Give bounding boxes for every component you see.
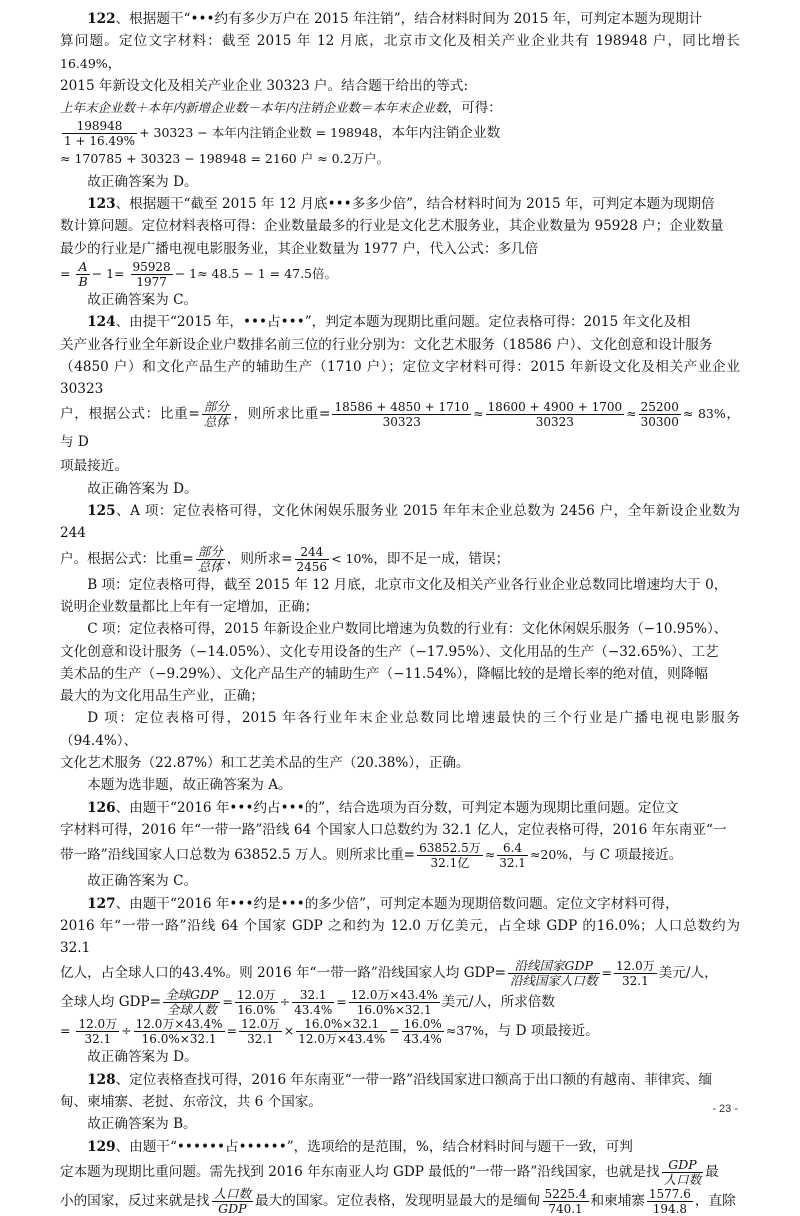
q127-fraction-k3: $\frac{\text{12.0万}}{32.1}$	[241, 1017, 280, 1047]
q128-answer: 故正确答案为 B。	[87, 1116, 197, 1133]
q122-answer: 故正确答案为 D。	[87, 173, 198, 190]
q125-number: 125	[87, 503, 116, 520]
q122-fraction: $\frac{198948}{1 + 16.49\%}$	[64, 119, 136, 149]
q125-line-d1: D 项：定位表格可得，2015 年各行业年末企业总数同比增速最快的三个行业是广播电视电影服务（94.4%）、	[60, 710, 740, 749]
q126-answer: 故正确答案为 C。	[87, 873, 198, 890]
q123-line-2: 数计算问题。定位材料表格可得：企业数量最多的行业是文化艺术服务业，其企业数量为 95928 户；企业数量	[60, 218, 724, 235]
q127-fraction-k1: $\frac{\text{12.0万}}{32.1}$	[78, 1017, 118, 1047]
q127-fraction-k4: $\frac{16.0\%\times 32.1}{\text{12.0万×43.4\%}}$	[298, 1017, 386, 1047]
q123-number: 123	[87, 196, 116, 213]
q125-line-a2: 户。根据公式：比重= $\frac{\text{部分}}{\text{总体}}$ ，则所求= $\frac{244}{2456}$ < 10%，即不足一成，错误；	[60, 543, 510, 574]
q124-line-2: 关产业各行业全年新设企业户数排名前三位的行业分别为：文化艺术服务（18586 户）、文化创意和设计服务	[60, 336, 713, 353]
q127-answer: 故正确答案为 D。	[87, 1049, 198, 1066]
q127-number: 127	[87, 895, 116, 912]
q124-fraction-3: $\frac{25200}{30300}$	[640, 400, 679, 430]
q122-line-1: 122、根据题干“•••约有多少万户在 2015 年注销”，结合材料时间为 2015 年，可判定本题为现期计	[87, 11, 703, 27]
q123-answer: 故正确答案为 C。	[87, 291, 198, 308]
q127-line-3: 亿人，占全球人口的43.4%。则 2016 年“一带一路”沿线国家人均 GDP= $\frac{\text{沿线国家GDP}}{\text{沿线国家人口数}}$ = $\frac{\text{12.0万}}{32.1}$ 美元/人，	[60, 958, 718, 989]
q124-line-1: 124、由提干“2015 年，•••占•••”，判定本题为现期比重问题。定位表格可得：2015 年文化及相	[87, 314, 691, 331]
q125-line-a1: 125、A 项：定位表格可得，文化休闲娱乐服务业 2015 年年末企业总数为 2456 户，全年新设企业数为 244	[60, 503, 740, 542]
q125-line-c4: 最大的为文化用品生产业，正确；	[60, 688, 264, 705]
q125-line-c3: 美术品的生产（−9.29%）、文化产品生产的辅助生产（−11.54%），降幅比较的是增长率的绝对值，则降幅	[60, 665, 708, 682]
q129-fraction-m3: $\frac{5225.4}{740.1}$	[544, 1186, 587, 1216]
q124-line-5: 项最接近。	[60, 458, 128, 475]
q122-formula-2: ≈ 170785 + 30323 − 198948 = 2160 户 ≈ 0.2万户。	[60, 151, 389, 167]
q125-line-c1: C 项：定位表格可得，2015 年新设企业户数同比增速为负数的行业有：文化休闲娱乐服务（−10.95%）、	[87, 621, 728, 638]
q127-fraction-k2: $\frac{\text{12.0万×43.4\%}}{16.0\%\times 32.1}$	[135, 1017, 223, 1047]
q129-line-3: 小的国家，反过来就是找 $\frac{\text{人口数}}{\text{GDP}}$ 最大的国家。定位表格，发现明显最大的是缅甸 $\frac{5225.4}{740.1}$ 和柬埔寨 $\frac{1577.6}{194.8}$ ，直除	[60, 1185, 736, 1216]
q125-line-b2: 说明企业数量都比上年有一定增加，正确；	[60, 598, 319, 615]
q127-fraction-h4: $\frac{\text{12.0万×43.4\%}}{16.0\%\times 32.1}$	[350, 988, 438, 1018]
q125-part-whole: $\frac{\text{部分}}{\text{总体}}$	[197, 543, 223, 574]
q125-line-c2: 文化创意和设计服务（−14.05%）、文化专用设备的生产（−17.95%）、文化用品的生产（−32.65%）、工艺	[60, 643, 719, 660]
q126-fraction-2: $\frac{6.4}{32.1}$	[499, 841, 526, 871]
q127-fraction-g1: $\frac{\text{沿线国家GDP}}{\text{沿线国家人口数}}$	[510, 958, 598, 989]
q127-line-1: 127、由题干“2016 年•••约是•••的多少倍”，可判定本题为现期倍数问题。定位文字材料可得，	[87, 895, 679, 912]
q123-fraction-ab: $\frac{A}{B}$	[78, 258, 88, 289]
q127-line-5: = $\frac{\text{12.0万}}{32.1}$ ÷ $\frac{\text{12.0万×43.4\%}}{16.0\%\times 32.1}$ = $\frac{\text{12.0万}}{32.1}$ × $\frac{16.0\%\times 32.1}{\text{12.0万×43.4\%}}$ = $\frac{16.0\%}{43.4\%}$ ≈37%，与 D 项最接近。	[60, 1017, 599, 1047]
document-page	[60, 8, 740, 1216]
q129-line-2: 定本题为现期比重问题。需先找到 2016 年东南亚人均 GDP 最低的“一带一路”沿线国家，也就是找 $\frac{\text{GDP}}{\text{人口数}}$ 最	[60, 1156, 719, 1187]
q129-fraction-m2: $\frac{\text{人口数}}{\text{GDP}}$	[213, 1185, 252, 1216]
q123-line-3: 最少的行业是广播电视电影服务业，其企业数量为 1977 户，代入公式：多几倍	[60, 240, 539, 257]
q123-fraction: $\frac{95928}{1977}$	[132, 259, 171, 289]
q125-line-d2: 文化艺术服务（22.87%）和工艺美术品的生产（20.38%），正确。	[60, 755, 470, 772]
q127-fraction-h2: $\frac{\text{12.0万}}{16.0\%}$	[236, 988, 276, 1018]
q129-fraction-m1: $\frac{\text{GDP}}{\text{人口数}}$	[663, 1156, 702, 1187]
q127-fraction-h1: $\frac{\text{全球GDP}}{\text{全球人数}}$	[165, 987, 219, 1018]
q122-formula-1: $\frac{198948}{1 + 16.49\%}$ + 30323 − 本年内注销企业数 = 198948，本年内注销企业数	[64, 119, 501, 149]
q122-line-2: 算问题。定位文字材料：截至 2015 年 12 月底，北京市文化及相关产业企业共有 198948 户，同比增长16.49%，	[60, 33, 740, 72]
q127-fraction-k5: $\frac{16.0\%}{43.4\%}$	[403, 1017, 442, 1047]
q124-line-3: （4850 户）和文化产品生产的辅助生产（1710 户）；定位文字材料可得：2015 年新设文化及相关产业企业 30323	[60, 358, 740, 398]
page-number: - 23 -	[712, 1103, 738, 1115]
q124-fraction-2: $\frac{18600 + 4900 + 1700}{30323}$	[487, 400, 623, 430]
q122-equation-text: 上年末企业数＋本年内新增企业数－本年内注销企业数＝本年末企业数，可得：	[60, 100, 502, 117]
q127-fraction-g2: $\frac{\text{12.0万}}{32.1}$	[616, 959, 655, 989]
q126-line-1: 126、由题干“2016 年•••约占•••的”，结合选项为百分数，可判定本题为现期比重问题。定位文	[87, 799, 679, 816]
q127-line-4: 全球人均 GDP= $\frac{\text{全球GDP}}{\text{全球人数}}$ = $\frac{\text{12.0万}}{16.0\%}$ ÷ $\frac{32.1}{43.4\%}$ = $\frac{\text{12.0万×43.4\%}}{16.0\%\times 32.1}$ 美元/人，所求倍数	[60, 987, 555, 1018]
q125-fraction: $\frac{244}{2456}$	[296, 544, 328, 574]
q122-line-3: 2015 年新设文化及相关产业企业 30323 户。结合题干给出的等式:	[60, 77, 469, 94]
q126-number: 126	[87, 799, 116, 816]
q126-line-3: 带一路”沿线国家人口总数为 63852.5 万人。则所求比重= $\frac{\text{63852.5万}}{\text{32.1亿}}$ ≈ $\frac{6.4}{32.1}$ ≈20%，与 C 项最接近。	[60, 841, 683, 871]
q123-line-1: 123、根据题干“截至 2015 年 12 月底•••多多少倍”，结合材料时间为 2015 年，可判定本题为现期倍	[87, 196, 715, 213]
q128-line-1: 128、定位表格查找可得，2016 年东南亚“一带一路”沿线国家进口额高于出口额的有越南、菲律宾、缅	[87, 1071, 713, 1088]
q129-line-1: 129、由题干“••••••占••••••”，选项给的是范围，%，结合材料时间与题干一致，可判	[87, 1138, 633, 1155]
q124-part-whole: $\frac{\text{部分}}{\text{总体}}$	[203, 399, 229, 430]
q129-fraction-m4: $\frac{1577.6}{194.8}$	[648, 1186, 691, 1216]
q127-fraction-h3: $\frac{32.1}{43.4\%}$	[294, 988, 333, 1018]
q126-line-2: 字材料可得，2016 年“一带一路”沿线 64 个国家人口总数约为 32.1 亿人，定位表格可得，2016 年东南亚“一	[60, 821, 727, 838]
q123-formula: = $\frac{A}{B}$ − 1= $\frac{95928}{1977}$ − 1≈ 48.5 − 1 = 47.5倍。	[60, 258, 337, 289]
q125-answer: 本题为选非题，故正确答案为 A。	[87, 777, 292, 794]
q124-line-4: 户，根据公式：比重= $\frac{\text{部分}}{\text{总体}}$ ，则所求比重= $\frac{18586 + 4850 + 1710}{30323}$ ≈ $\frac{18600 + 4900 + 1700}{30323}$ ≈ $\frac{25200}{30300}$ ≈ 83%，与 D	[60, 399, 741, 451]
q124-fraction-1: $\frac{18586 + 4850 + 1710}{30323}$	[334, 400, 470, 430]
q127-line-2: 2016 年“一带一路”沿线 64 个国家 GDP 之和约为 12.0 万亿美元，占全球 GDP 的16.0%；人口总数约为 32.1	[60, 917, 740, 957]
q128-line-2: 甸、柬埔寨、老挝、东帝汶，共 6 个国家。	[60, 1093, 322, 1110]
q129-number: 129	[87, 1138, 116, 1155]
q124-number: 124	[87, 314, 116, 331]
q122-number: 122	[87, 11, 116, 27]
q128-number: 128	[87, 1071, 116, 1088]
q124-answer: 故正确答案为 D。	[87, 480, 198, 497]
q126-fraction-1: $\frac{\text{63852.5万}}{\text{32.1亿}}$	[419, 841, 481, 871]
q125-line-b1: B 项：定位表格可得，截至 2015 年 12 月底，北京市文化及相关产业各行业企业总数同比增速均大于 0，	[87, 576, 728, 593]
